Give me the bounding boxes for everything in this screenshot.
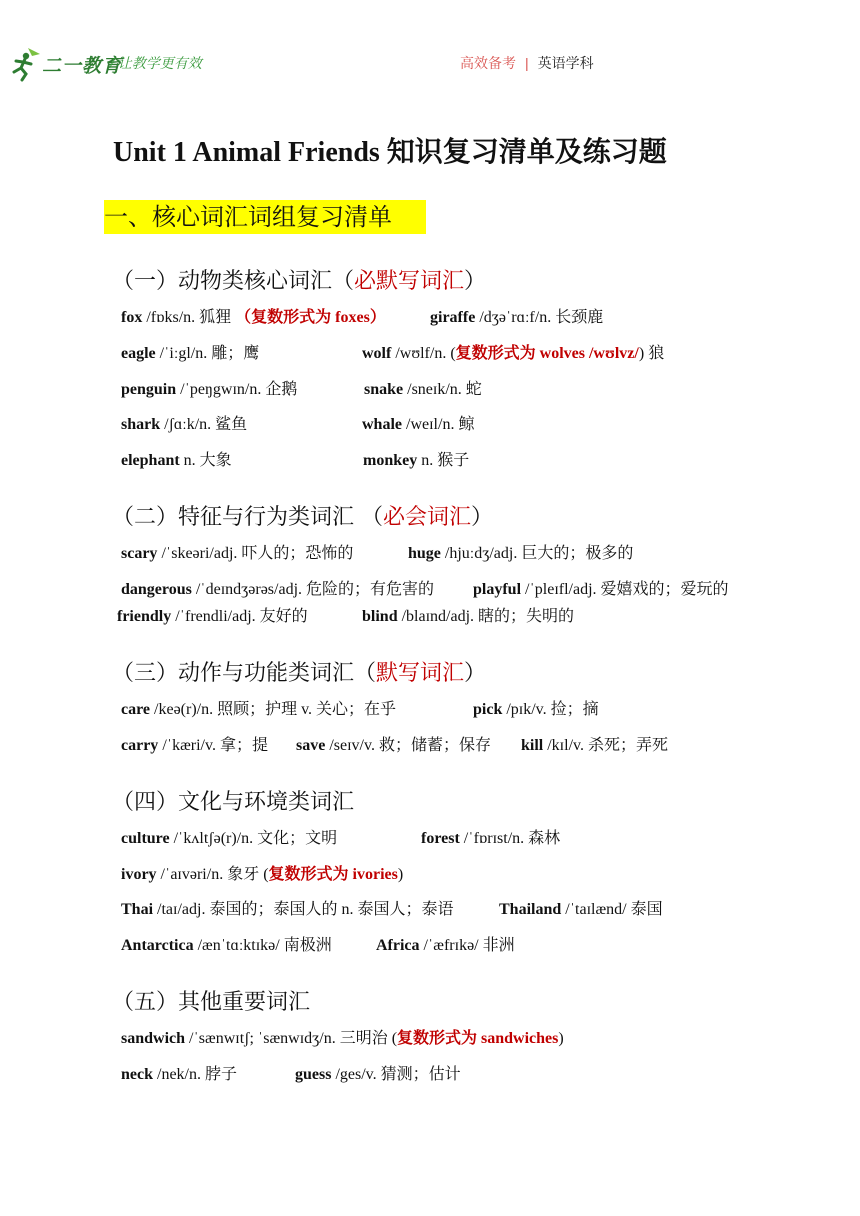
header-tags — [460, 53, 594, 73]
vocab-line — [362, 344, 664, 364]
vocab-word: ivory — [121, 866, 157, 883]
vocab-word: care — [121, 701, 151, 718]
vocab-line — [121, 451, 232, 471]
vocab-def: /ˈiːgl/n. 雕；鹰 — [155, 345, 260, 362]
vocab-def: /dʒəˈrɑːf/n. 长颈鹿 — [475, 309, 604, 326]
vocab-line — [121, 700, 396, 720]
vocab-line — [430, 308, 603, 328]
vocab-def: /ˈfrendli/adj. 友好的 — [171, 608, 308, 625]
vocab-def: /keə(r)/n. 照顾；护理 v. 关心；在乎 — [150, 701, 397, 718]
vocab-line — [121, 900, 453, 920]
vocab-word: save — [296, 737, 326, 754]
subheading-other: （五）其他重要词汇 — [112, 990, 311, 1015]
vocab-line — [121, 415, 247, 435]
vocab-note: 复数形式为 wolves /wʊlvz/ — [455, 345, 639, 362]
vocab-def: /nek/n. 脖子 — [153, 1066, 237, 1083]
vocab-line — [121, 736, 268, 756]
vocab-word: snake — [364, 381, 404, 398]
vocab-line — [121, 936, 332, 956]
vocab-word: sandwich — [121, 1030, 186, 1047]
vocab-word: Thai — [121, 901, 154, 918]
runner-logo-icon — [6, 44, 46, 84]
vocab-def: ) 狼 — [638, 345, 665, 362]
vocab-line — [121, 380, 297, 400]
vocab-line — [521, 736, 668, 756]
vocab-line — [121, 1065, 237, 1085]
vocab-def: /seɪv/v. 救；储蓄；保存 — [325, 737, 491, 754]
header-separator: | — [525, 55, 529, 71]
vocab-word: Africa — [376, 937, 420, 954]
subheading-text: （三）动作与功能类词汇（ — [112, 661, 377, 686]
vocab-word: shark — [121, 416, 161, 433]
vocab-def: /ˈkʌltʃə(r)/n. 文化；文明 — [169, 830, 338, 847]
vocab-word: culture — [121, 830, 170, 847]
vocab-def: /ænˈtɑːktɪkə/ 南极洲 — [193, 937, 332, 954]
vocab-line — [121, 829, 337, 849]
vocab-line — [421, 829, 560, 849]
vocab-line — [473, 700, 599, 720]
vocab-word: giraffe — [430, 309, 476, 326]
header-subject: 英语学科 — [537, 55, 594, 71]
vocab-def: /ˈtaɪlænd/ 泰国 — [561, 901, 663, 918]
vocab-def: /ʃɑːk/n. 鲨鱼 — [160, 416, 248, 433]
vocab-word: monkey — [363, 452, 418, 469]
header-tag: 高效备考 — [460, 55, 516, 71]
vocab-def: n. 大象 — [179, 452, 232, 469]
vocab-word: penguin — [121, 381, 177, 398]
vocab-word: playful — [473, 581, 522, 598]
vocab-def: /fɒks/n. 狐狸 — [142, 309, 236, 326]
vocab-word: scary — [121, 545, 158, 562]
vocab-line — [364, 380, 482, 400]
vocab-def: /ˈpeŋgwɪn/n. 企鹅 — [176, 381, 298, 398]
vocab-line — [121, 580, 434, 600]
vocab-def: /ˈkæri/v. 拿；提 — [158, 737, 268, 754]
vocab-line — [376, 936, 515, 956]
vocab-line — [117, 607, 308, 627]
vocab-word: guess — [295, 1066, 332, 1083]
vocab-word: carry — [121, 737, 159, 754]
vocab-word: Antarctica — [121, 937, 194, 954]
vocab-def: /sneɪk/n. 蛇 — [403, 381, 482, 398]
vocab-note: （复数形式为 foxes） — [235, 309, 386, 326]
vocab-def: /ges/v. 猜测；估计 — [331, 1066, 461, 1083]
vocab-def: /wʊlf/n. ( — [391, 345, 456, 362]
subheading-highlight: 必默写词汇 — [354, 269, 465, 294]
vocab-word: elephant — [121, 452, 180, 469]
vocab-word: Thailand — [499, 901, 562, 918]
vocab-def: ) — [558, 1030, 564, 1047]
subheading-features — [112, 500, 493, 531]
vocab-def: /ˈaɪvəri/n. 象牙 ( — [156, 866, 269, 883]
vocab-def: n. 猴子 — [417, 452, 470, 469]
vocab-def: /kɪl/v. 杀死；弄死 — [543, 737, 668, 754]
vocab-line — [121, 1029, 564, 1049]
vocab-word: neck — [121, 1066, 153, 1083]
vocab-line — [121, 308, 386, 328]
vocab-word: eagle — [121, 345, 156, 362]
vocab-word: wolf — [362, 345, 392, 362]
section-heading: 一、核心词汇词组复习清单 — [104, 200, 426, 234]
vocab-def: /blaɪnd/adj. 瞎的；失明的 — [397, 608, 575, 625]
slogan: / 让教学更有效 — [110, 55, 202, 71]
subheading-text: （二）特征与行为类词汇 （ — [112, 505, 383, 530]
vocab-line — [408, 544, 633, 564]
vocab-line — [473, 580, 729, 600]
vocab-word: pick — [473, 701, 503, 718]
vocab-def: /ˈæfrɪkə/ 非洲 — [419, 937, 515, 954]
subheading-text: ） — [464, 661, 487, 686]
vocab-word: friendly — [117, 608, 172, 625]
vocab-word: huge — [408, 545, 441, 562]
vocab-word: whale — [362, 416, 402, 433]
vocab-line — [362, 607, 574, 627]
vocab-def: ) — [397, 866, 404, 883]
vocab-def: /weɪl/n. 鲸 — [402, 416, 475, 433]
vocab-def: /ˈsænwɪtʃ; ˈsænwɪdʒ/n. 三明治 ( — [185, 1030, 398, 1047]
subheading-actions — [112, 656, 486, 687]
vocab-word: kill — [521, 737, 544, 754]
vocab-def: /pɪk/v. 捡；摘 — [502, 701, 599, 718]
vocab-note: 复数形式为 sandwiches — [397, 1030, 559, 1047]
vocab-line — [121, 344, 259, 364]
vocab-note: 复数形式为 ivories — [268, 866, 398, 883]
vocab-def: /ˈdeɪndʒərəs/adj. 危险的；有危害的 — [191, 581, 435, 598]
vocab-line — [121, 544, 353, 564]
vocab-word: blind — [362, 608, 398, 625]
vocab-line — [121, 865, 403, 885]
vocab-line — [362, 415, 474, 435]
logo-text: 二一教育 — [42, 56, 123, 77]
subheading-text: ） — [464, 269, 487, 294]
vocab-def: /ˈskeəri/adj. 吓人的；恐怖的 — [157, 545, 354, 562]
vocab-word: dangerous — [121, 581, 192, 598]
vocab-word: forest — [421, 830, 460, 847]
page-title: Unit 1 Animal Friends 知识复习清单及练习题 — [113, 137, 667, 168]
vocab-line — [295, 1065, 461, 1085]
subheading-highlight: 必会词汇 — [383, 505, 472, 530]
vocab-def: /hjuːdʒ/adj. 巨大的；极多的 — [440, 545, 634, 562]
vocab-def: /taɪ/adj. 泰国的；泰国人的 n. 泰国人；泰语 — [153, 901, 454, 918]
subheading-culture: （四）文化与环境类词汇 — [112, 790, 355, 815]
subheading-text: （一）动物类核心词汇（ — [112, 269, 355, 294]
subheading-text: ） — [471, 505, 494, 530]
page-header — [0, 0, 860, 100]
subheading-animals — [112, 264, 486, 295]
vocab-def: /ˈfɒrɪst/n. 森林 — [459, 830, 561, 847]
subheading-highlight: 默写词汇 — [376, 661, 465, 686]
vocab-word: fox — [121, 309, 143, 326]
vocab-line — [296, 736, 491, 756]
vocab-line — [363, 451, 469, 471]
vocab-line — [499, 900, 663, 920]
vocab-def: /ˈpleɪfl/adj. 爱嬉戏的；爱玩的 — [521, 581, 729, 598]
